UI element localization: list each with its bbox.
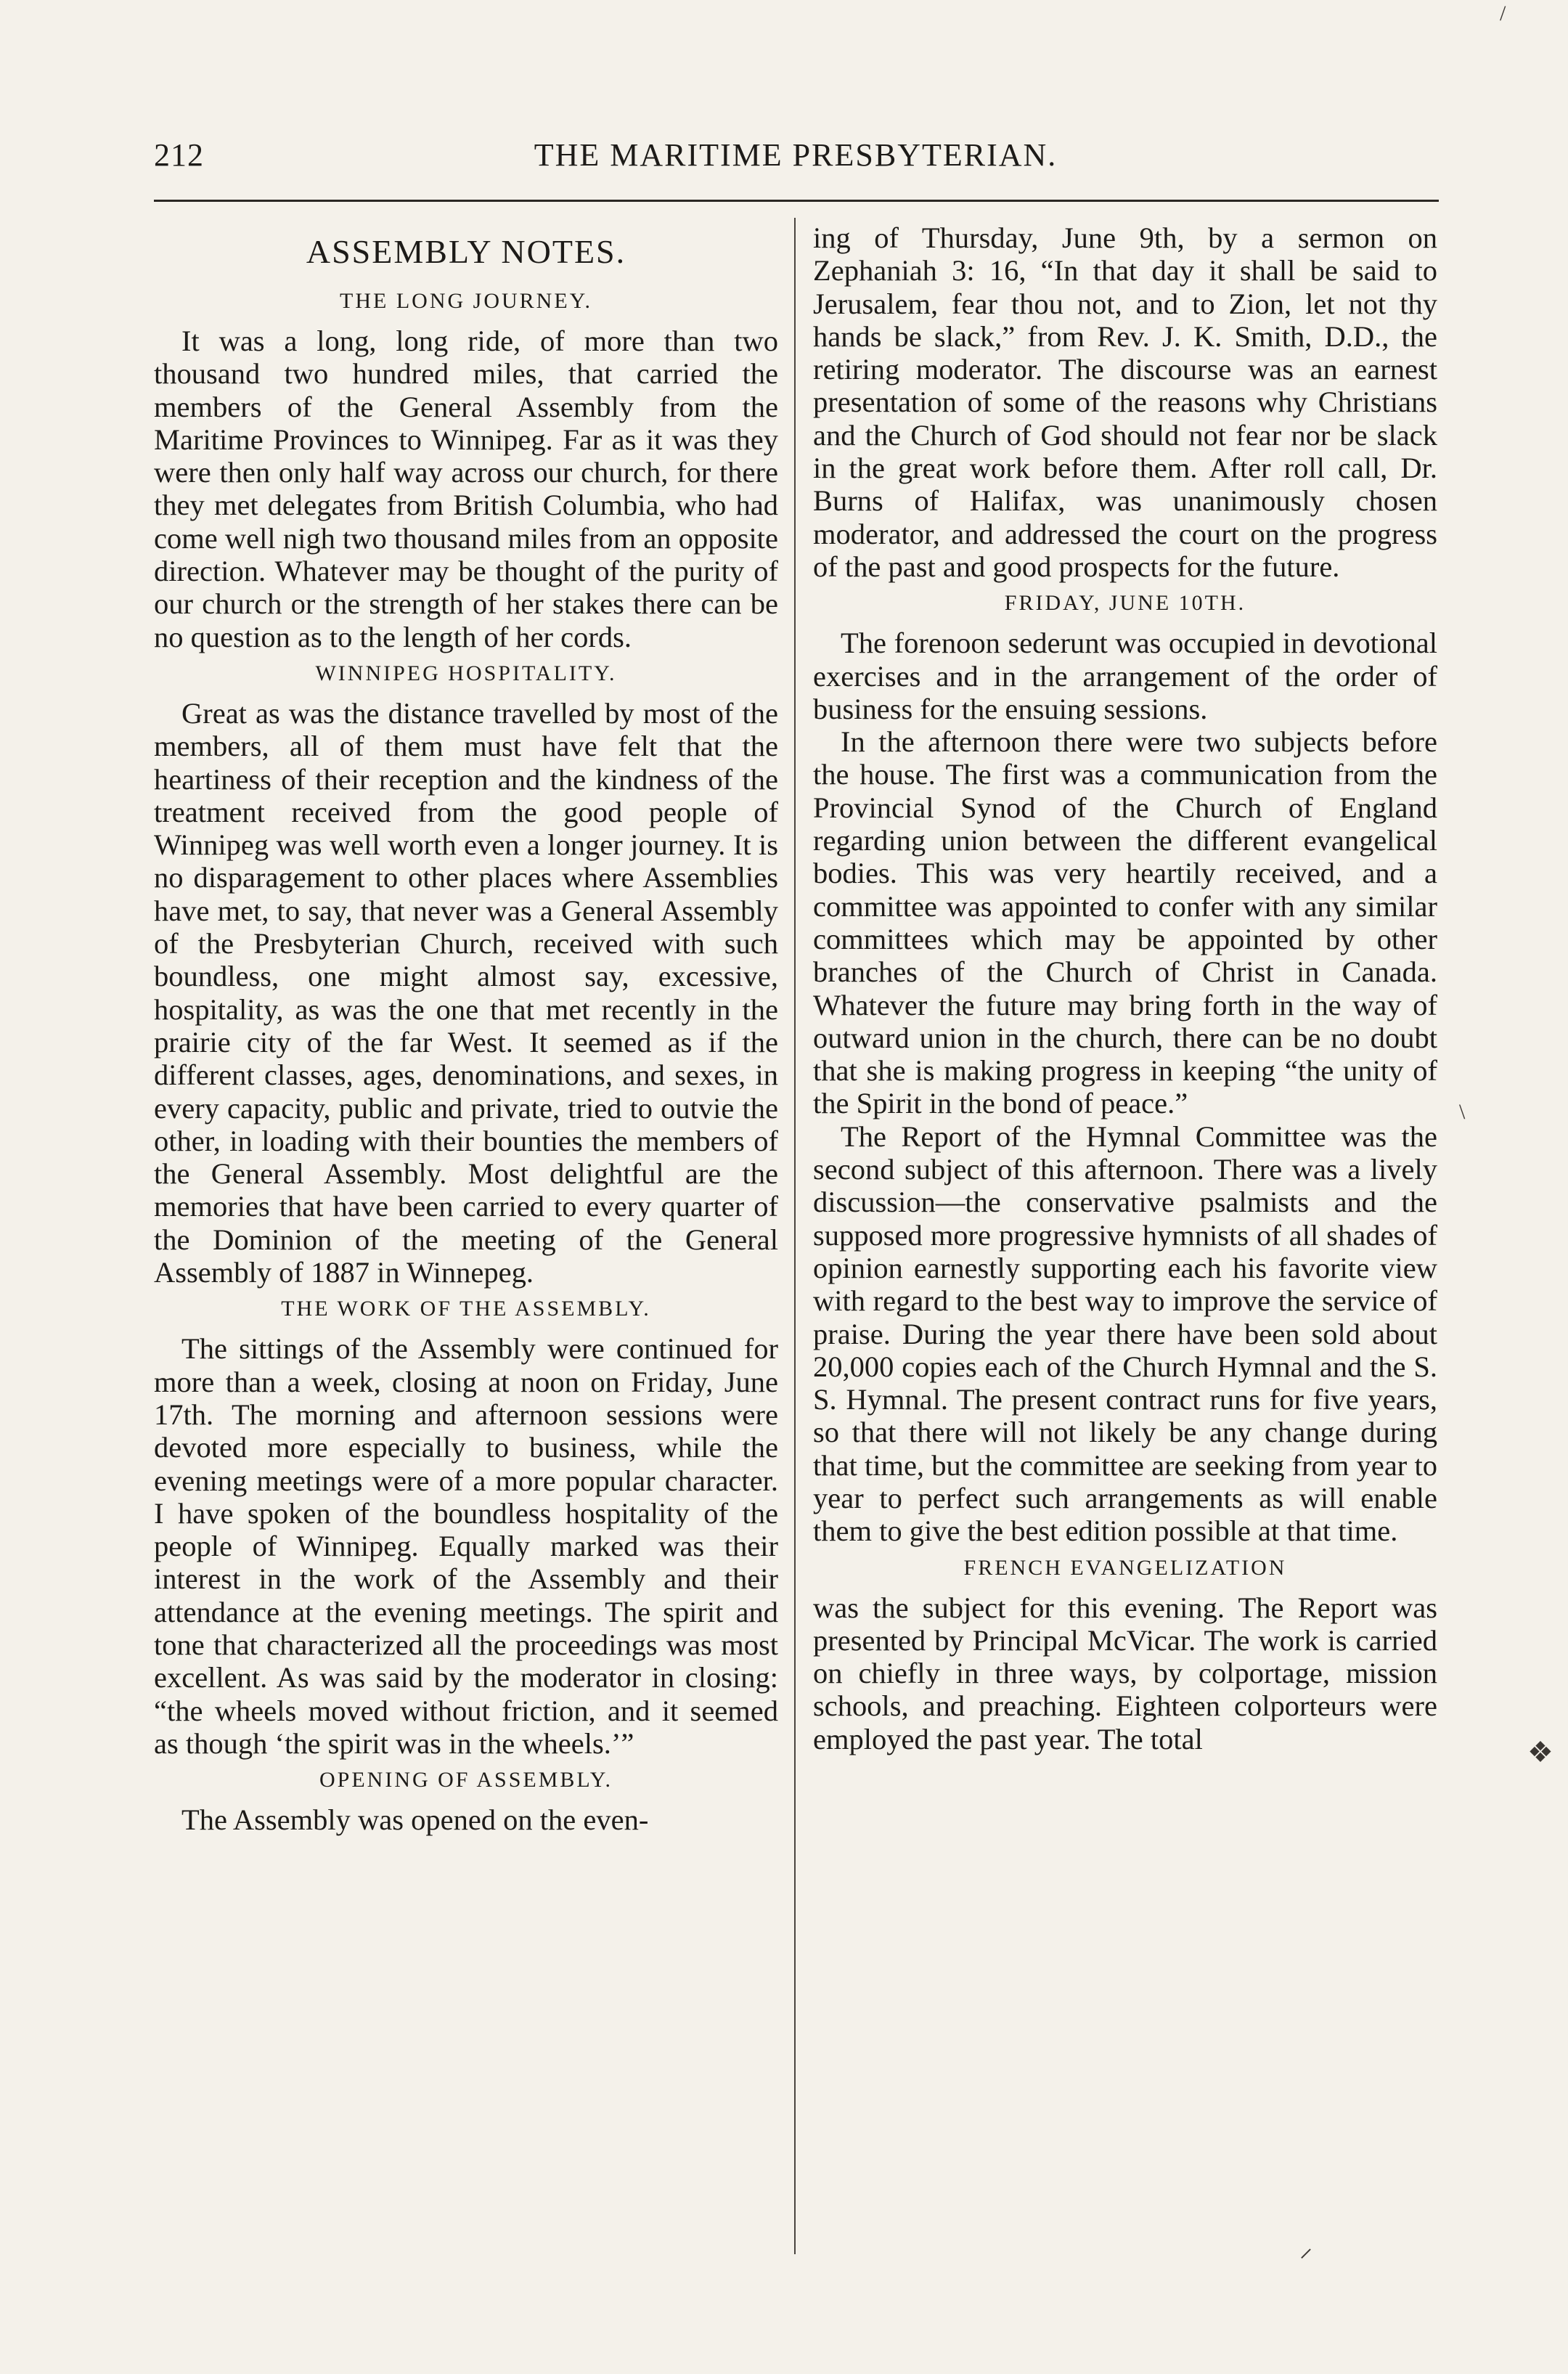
scan-mark-top: / — [1500, 1, 1506, 25]
paragraph-hymnal-committee: The Report of the Hymnal Committee was the second subject of this afternoon. There was a lively discussion—the conservative psalmists and the supposed more progressive hymnists of all shades of opinion earnestly supporting each his favorite view with regard to the best way to improve the service of praise. During the year there have been sold about 20,000 copies each of the Church Hymnal and the S. S. Hymnal. The present contract runs for five years, so that there will not likely be any change during that time, but the committee are seeking from year to year to perfect such arrangements as will enable them to give the best edition possible at that time. — [813, 1119, 1437, 1548]
scan-mark-bottom: ⸝ — [1299, 2233, 1312, 2262]
section-heading-long-journey: THE LONG JOURNEY. — [340, 289, 592, 313]
paragraph-opening-continued: ing of Thursday, June 9th, by a sermon on Zephaniah 3: 16, “In that day it shall be said to Jerusalem, fear thou not, and to Zion, let not thy hands be slack,” from Rev. J. K. Smith, D.D., the retiring moderator. The discourse was an earnest presentation of some of the reasons why Christians and the Church of God should not fear nor be slack in the great work before them. After roll call, Dr. Burns of Halifax, was unanimously chosen moderator, and addressed the court on the progress of the past and good prospects for the future. — [813, 221, 1437, 583]
page-header — [154, 136, 1437, 180]
page-number: 212 — [154, 137, 204, 173]
scan-mark-right: \ — [1459, 1100, 1466, 1124]
paragraph-forenoon-sederunt: The forenoon sederunt was occupied in devotional exercises and in the arrangement of the order of business for the ensuing sessions. — [813, 627, 1437, 725]
right-column — [813, 221, 1437, 1755]
section-heading-work-of-assembly: THE WORK OF THE ASSEMBLY. — [281, 1297, 651, 1321]
paragraph-work-of-assembly: The sittings of the Assembly were continued for more than a week, closing at noon on Friday, June 17th. The morning and afternoon sessions were devoted more especially to business, while the evening meetings were of a more popular character. I have spoken of the boundless hospitality of the people of Winnipeg. Equally marked was their interest in the work of the Assembly and their attendance at the evening meetings. The spirit and tone that characterized all the proceedings was most excellent. As was said by the moderator in closing: “the wheels moved without friction, and it seemed as though ‘the spirit was in the wheels.’” — [154, 1332, 778, 1760]
scan-mark-margin: ❖ — [1527, 1736, 1553, 1769]
paragraph-afternoon-subjects: In the afternoon there were two subjects before the house. The first was a communication from the Provincial Synod of the Church of England regarding union between the different evangelical bodies. This was very heartily received, and a committee was appointed to confer with any similar committees which may be appointed by other branches of the Church of Christ in Canada. Whatever the future may bring forth in the way of outward union in the church, there can be no doubt that she is making progress in keeping “the unity of the Spirit in the bond of peace.” — [813, 725, 1437, 1120]
section-heading-friday-june-10: FRIDAY, JUNE 10TH. — [1004, 591, 1246, 616]
paragraph-opening-of-assembly: The Assembly was opened on the even- — [181, 1803, 649, 1837]
paragraph-long-journey: It was a long, long ride, of more than two thousand two hundred miles, that carried the members of the General Assembly from the Maritime Provinces to Winnipeg. Far as it was they were then only half way across our church, for there they met delegates from British Columbia, who had come well nigh two thousand miles from an opposite direction. Whatever may be thought of the purity of our church or the strength of her stakes there can be no question as to the length of her cords. — [154, 325, 778, 653]
section-heading-french-evangelization: FRENCH EVANGELIZATION — [963, 1555, 1287, 1580]
section-heading-winnipeg-hospitality: WINNIPEG HOSPITALITY. — [315, 661, 617, 685]
article-heading: ASSEMBLY NOTES. — [306, 233, 626, 270]
journal-title: THE MARITIME PRESBYTERIAN. — [534, 137, 1058, 173]
section-heading-opening-of-assembly: OPENING OF ASSEMBLY. — [319, 1768, 613, 1792]
header-rule — [154, 200, 1439, 202]
paragraph-winnipeg-hospitality: Great as was the distance travelled by most of the members, all of them must have felt that the heartiness of their reception and the kindness of the treatment received from the good people of Winnipeg was well worth even a longer journey. It is no disparagement to other places where Assemblies have met, to say, that never was a General Assembly of the Presbyterian Church, received with such boundless, one might almost say, excessive, hospitality, as was the one that met recently in the prairie city of the far West. It seemed as if the different classes, ages, denominations, and sexes, in every capacity, public and private, tried to outvie the other, in loading with their bounties the members of the General Assembly. Most delightful are the memories that have been carried to every quarter of the Dominion of the meeting of the General Assembly of 1887 in Winnepeg. — [154, 696, 778, 1289]
left-column — [154, 221, 778, 1836]
paragraph-french-evangelization: was the subject for this evening. The Report was presented by Principal McVicar. The work is carried on chiefly in three ways, by colportage, mission schools, and preaching. Eighteen colporteurs were employed the past year. The total — [813, 1591, 1437, 1755]
column-divider — [794, 218, 796, 2254]
